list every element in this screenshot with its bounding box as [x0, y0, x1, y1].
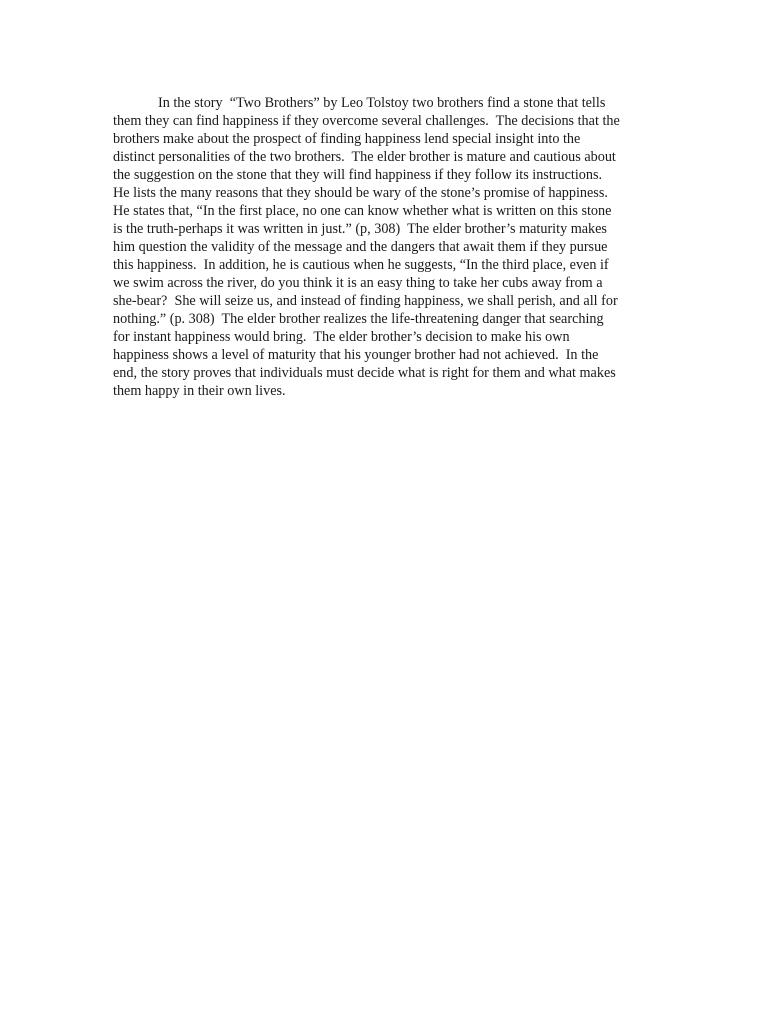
paragraph-line: them they can find happiness if they overcome several challenges. The decisions that the — [113, 113, 620, 129]
paragraph-line: this happiness. In addition, he is cautious when he suggests, “In the third place, even if — [113, 257, 609, 273]
paragraph-line: distinct personalities of the two brothers. The elder brother is mature and cautious about — [113, 149, 616, 165]
paragraph-line: she-bear? She will seize us, and instead of finding happiness, we shall perish, and all for — [113, 293, 618, 309]
paragraph-line: them happy in their own lives. — [113, 383, 286, 399]
paragraph-line: end, the story proves that individuals must decide what is right for them and what makes — [113, 365, 616, 381]
paragraph-line: for instant happiness would bring. The elder brother’s decision to make his own — [113, 329, 570, 345]
essay-paragraph — [113, 94, 673, 400]
paragraph-line: nothing.” (p. 308) The elder brother realizes the life-threatening danger that searching — [113, 311, 604, 327]
paragraph-line: we swim across the river, do you think it is an easy thing to take her cubs away from a — [113, 275, 603, 291]
paragraph-line: He states that, “In the first place, no one can know whether what is written on this stone — [113, 203, 612, 219]
paragraph-line: brothers make about the prospect of finding happiness lend special insight into the — [113, 131, 581, 147]
paragraph-line: In the story “Two Brothers” by Leo Tolstoy two brothers find a stone that tells — [158, 95, 606, 111]
paragraph-line: He lists the many reasons that they should be wary of the stone’s promise of happiness. — [113, 185, 608, 201]
paragraph-line: him question the validity of the message and the dangers that await them if they pursue — [113, 239, 608, 255]
paragraph-line: the suggestion on the stone that they will find happiness if they follow its instructions. — [113, 167, 603, 183]
paragraph-line: is the truth-perhaps it was written in just.” (p, 308) The elder brother’s maturity makes — [113, 221, 607, 237]
paragraph-line: happiness shows a level of maturity that his younger brother had not achieved. In the — [113, 347, 599, 363]
